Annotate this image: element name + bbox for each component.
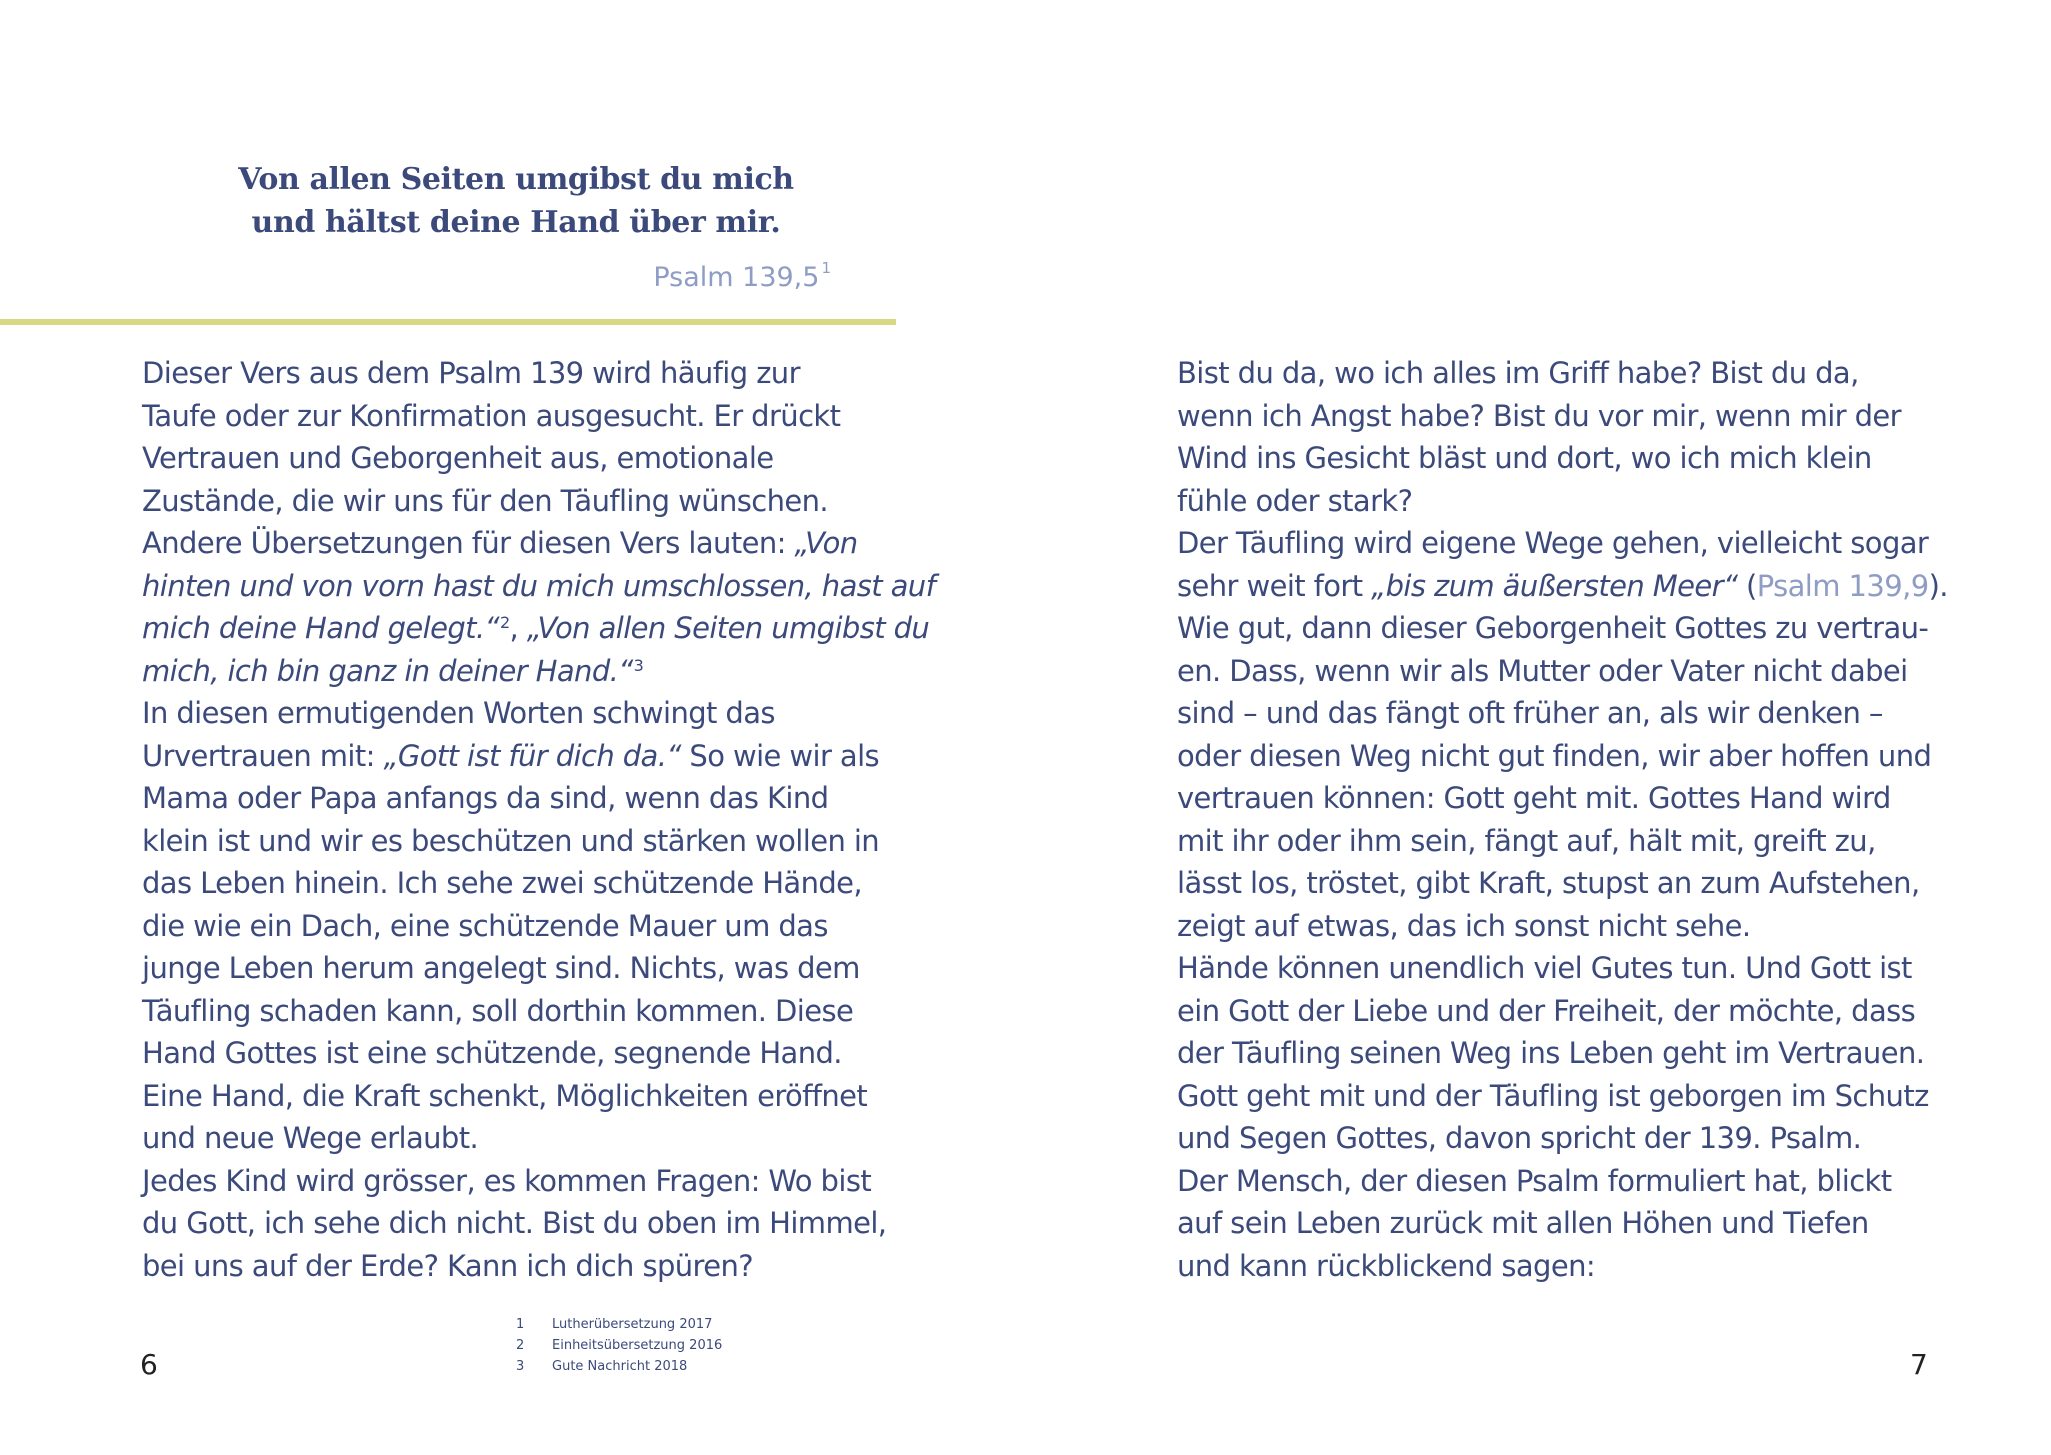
text-line: Jedes Kind wird grösser, es kommen Fragen: Wo bist [142, 1163, 872, 1198]
text-line: auf sein Leben zurück mit allen Höhen und Tiefen [1177, 1206, 1869, 1240]
motto-verse [140, 158, 892, 244]
text-line: Wie gut, dann dieser Geborgenheit Gottes zu vertrau- [1177, 611, 1929, 645]
quote-run: mich, ich bin ganz in deiner Hand.“ [142, 653, 633, 688]
text-line: sind – und das fängt oft früher an, als wir denken – [1177, 696, 1883, 730]
text-line: vertrauen können: Gott geht mit. Gottes Hand wird [1177, 781, 1891, 815]
page-number-left: 6 [140, 1348, 158, 1381]
text-line [142, 522, 902, 565]
text-line: en. Dass, wenn wir als Mutter oder Vater nicht dabei [1177, 653, 1908, 688]
text-line: Wind ins Gesicht bläst und dort, wo ich mich klein [1177, 441, 1872, 475]
text-line [142, 650, 902, 693]
text-run: Andere Übersetzungen für diesen Vers lauten: [142, 526, 795, 560]
text-line: du Gott, ich sehe dich nicht. Bist du oben im Himmel, [142, 1206, 887, 1240]
separator: , [509, 611, 527, 645]
footnote-number: 3 [516, 1359, 525, 1374]
footnote-2 [516, 1335, 722, 1356]
psalm-cross-reference: Psalm 139,9 [1756, 568, 1929, 603]
motto-line-2: und hältst deine Hand über mir. [251, 205, 781, 240]
text-line: fühle oder stark? [1177, 483, 1413, 518]
motto-line-1: Von allen Seiten umgibst du mich [238, 162, 794, 197]
quote-run: „Von allen Seiten umgibst du [526, 611, 930, 645]
text-run: Urvertrauen mit: [142, 738, 384, 773]
motto-reference-footnote-mark: 1 [821, 259, 831, 277]
quote-run: „Von [794, 526, 858, 560]
quote-line: hinten und von vorn hast du mich umschlossen, hast auf [142, 568, 936, 603]
text-run: sehr weit fort [1177, 568, 1372, 603]
footnote-mark-2: 2 [499, 613, 510, 632]
text-line [142, 607, 930, 650]
footnote-number: 1 [516, 1317, 525, 1332]
text-line: Hände können unendlich viel Gutes tun. Und Gott ist [1177, 951, 1912, 985]
footnote-mark-3: 3 [633, 655, 644, 675]
text-line: Gott geht mit und der Täufling ist geborgen im Schutz [1177, 1078, 1929, 1113]
left-page-body [142, 352, 936, 1287]
text-line: Bist du da, wo ich alles im Griff habe? Bist du da, [1177, 356, 1859, 390]
text-line: die wie ein Dach, eine schützende Mauer um das [142, 908, 828, 943]
text-line: Mama oder Papa anfangs da sind, wenn das Kind [142, 781, 829, 815]
text-run: ). [1928, 568, 1948, 603]
text-line: Täufling schaden kann, soll dorthin kommen. Diese [142, 993, 854, 1028]
footnote-3 [516, 1356, 722, 1377]
text-run: So wie wir als [680, 738, 880, 773]
text-line: ein Gott der Liebe und der Freiheit, der möchte, dass [1177, 993, 1916, 1028]
text-line: das Leben hinein. Ich sehe zwei schützende Hände, [142, 866, 863, 900]
text-line: In diesen ermutigenden Worten schwingt das [142, 696, 775, 730]
text-line: Eine Hand, die Kraft schenkt, Möglichkeiten eröffnet [142, 1078, 868, 1113]
accent-rule [0, 319, 896, 325]
text-line: klein ist und wir es beschützen und stärken wollen in [142, 823, 880, 858]
text-line: oder diesen Weg nicht gut finden, wir aber hoffen und [1177, 738, 1932, 773]
text-line: und Segen Gottes, davon spricht der 139. Psalm. [1177, 1121, 1862, 1155]
footnote-text: Gute Nachricht 2018 [552, 1359, 688, 1374]
page-number-right: 7 [1910, 1348, 1928, 1381]
text-run: ( [1737, 568, 1757, 603]
text-line: Hand Gottes ist eine schützende, segnende Hand. [142, 1036, 842, 1070]
quote-run: mich deine Hand gelegt.“ [142, 611, 499, 645]
text-line: Der Täufling wird eigene Wege gehen, vielleicht sogar [1177, 526, 1929, 560]
text-line: Vertrauen und Geborgenheit aus, emotionale [142, 441, 774, 475]
text-line [1177, 565, 1957, 608]
footnote-number: 2 [516, 1338, 525, 1353]
text-line: mit ihr oder ihm sein, fängt auf, hält mit, greift zu, [1177, 823, 1876, 858]
footnotes [516, 1314, 722, 1377]
text-line: und kann rückblickend sagen: [1177, 1248, 1596, 1283]
text-line: Taufe oder zur Konfirmation ausgesucht. Er drückt [142, 398, 841, 433]
text-line: bei uns auf der Erde? Kann ich dich spüren? [142, 1248, 754, 1283]
right-page-body [1177, 352, 1957, 1287]
footnote-1 [516, 1314, 722, 1335]
quote-run: „Gott ist für dich da.“ [383, 738, 681, 773]
text-line: wenn ich Angst habe? Bist du vor mir, wenn mir der [1177, 398, 1902, 433]
text-line: und neue Wege erlaubt. [142, 1121, 479, 1155]
text-line: zeigt auf etwas, das ich sonst nicht sehe. [1177, 908, 1751, 943]
text-line: Der Mensch, der diesen Psalm formuliert hat, blickt [1177, 1163, 1892, 1198]
text-line: Zustände, die wir uns für den Täufling wünschen. [142, 483, 829, 518]
text-line: der Täufling seinen Weg ins Leben geht im Vertrauen. [1177, 1036, 1925, 1070]
footnote-text: Lutherübersetzung 2017 [552, 1317, 713, 1332]
text-line: lässt los, tröstet, gibt Kraft, stupst an zum Aufstehen, [1177, 866, 1920, 900]
footnote-text: Einheitsübersetzung 2016 [552, 1338, 723, 1353]
motto-reference-text: Psalm 139,5 [653, 262, 820, 293]
text-line [142, 735, 902, 778]
motto-reference [653, 259, 831, 293]
text-line: Dieser Vers aus dem Psalm 139 wird häufig zur [142, 356, 800, 390]
text-line: junge Leben herum angelegt sind. Nichts, was dem [142, 951, 860, 985]
quote-run: „bis zum äußersten Meer“ [1371, 568, 1738, 603]
